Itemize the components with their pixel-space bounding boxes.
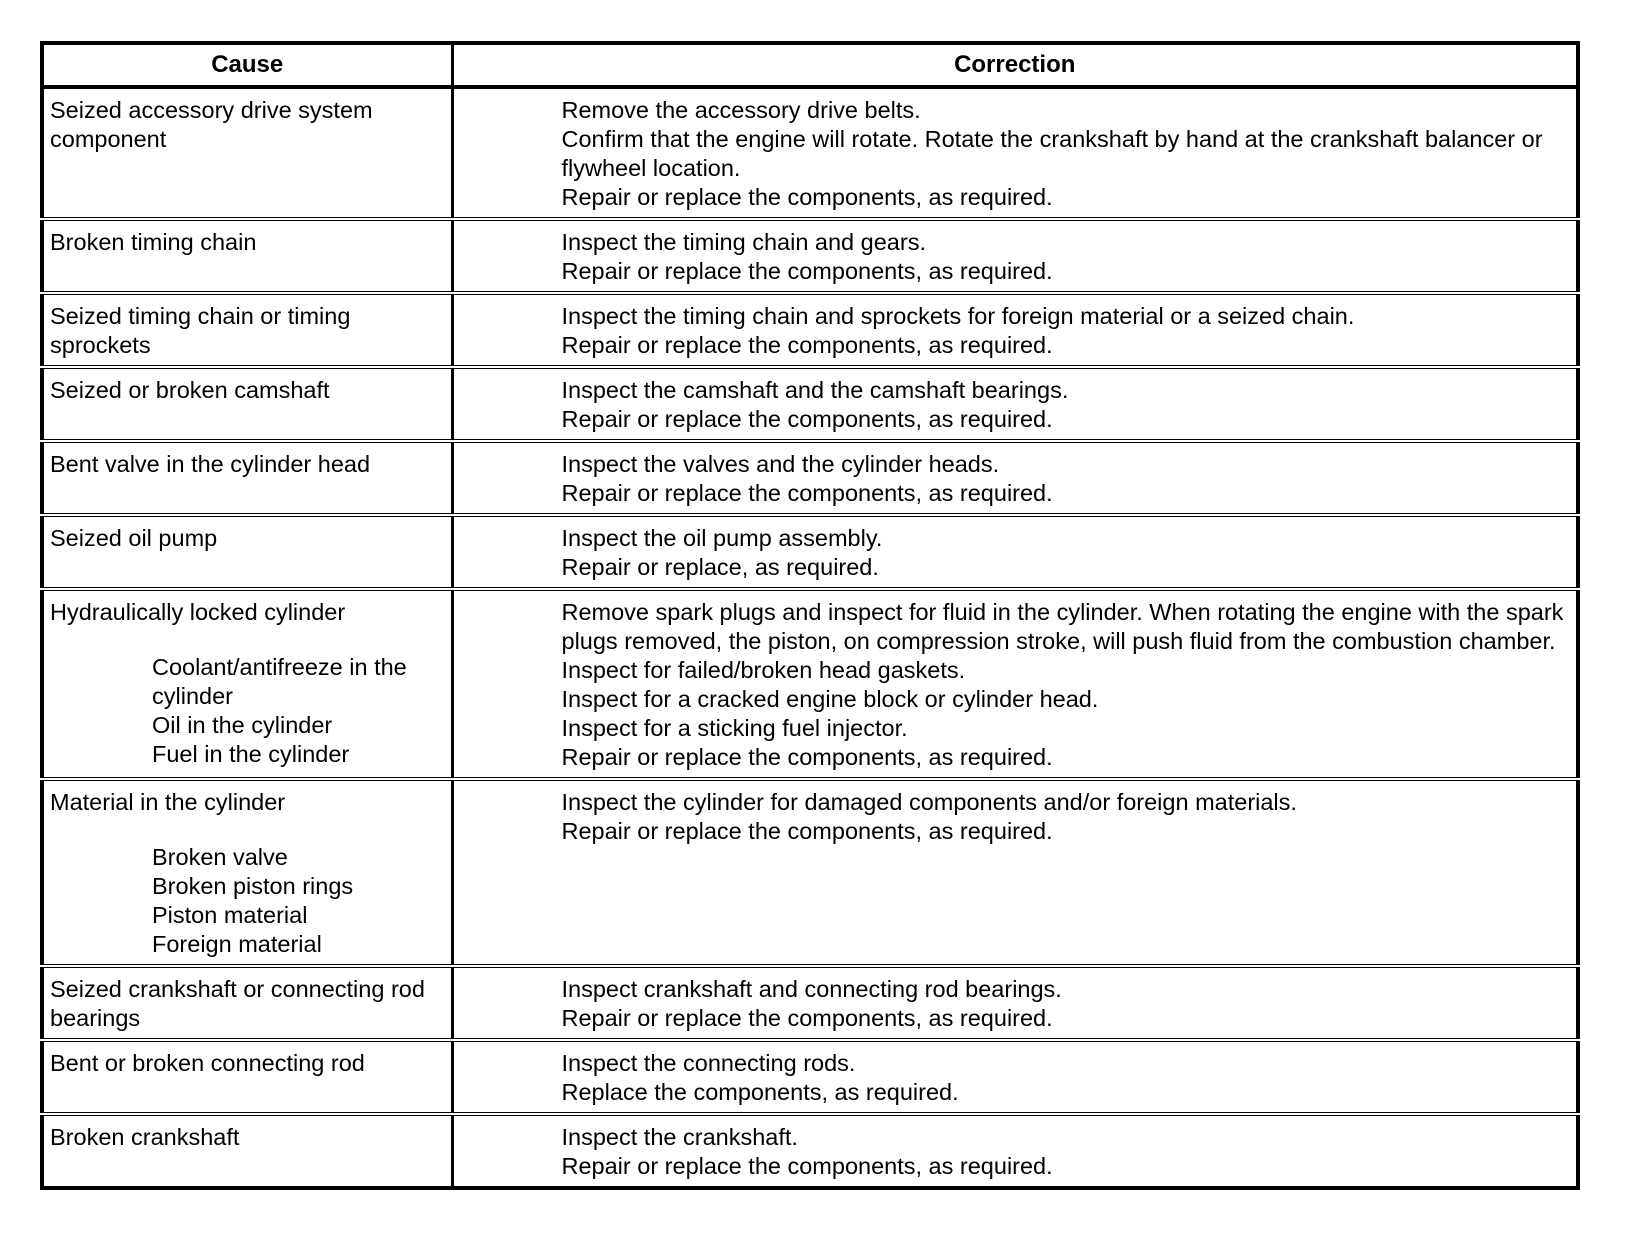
correction-line: Confirm that the engine will rotate. Rotate the crankshaft by hand at the crankshaft balancer or flywheel location. <box>561 126 1550 181</box>
table-row <box>42 87 1578 219</box>
correction-cell <box>452 367 1578 441</box>
table-header <box>42 43 1578 87</box>
correction-line: Inspect for a cracked engine block or cylinder head. <box>561 686 1099 712</box>
correction-line: Inspect the crankshaft. <box>561 1124 798 1150</box>
correction-line: Repair or replace the components, as required. <box>561 258 1053 284</box>
cause-text: Seized accessory drive system component <box>50 97 380 152</box>
cause-text: Seized oil pump <box>50 525 218 551</box>
correction-line: Replace the components, as required. <box>561 1079 959 1105</box>
correction-line: Inspect for a sticking fuel injector. <box>561 715 908 741</box>
correction-line: Inspect the timing chain and sprockets for foreign material or a seized chain. <box>561 303 1355 329</box>
correction-line: Repair or replace the components, as required. <box>561 818 1053 844</box>
cause-text: Bent valve in the cylinder head <box>50 451 371 477</box>
sub-cause-item: Fuel in the cylinder <box>152 741 350 767</box>
correction-cell <box>452 1114 1578 1188</box>
correction-line: Inspect the oil pump assembly. <box>561 525 883 551</box>
correction-cell <box>452 515 1578 589</box>
table-row <box>42 293 1578 367</box>
correction-line: Remove spark plugs and inspect for fluid in the cylinder. When rotating the engine with the spark plugs removed, the piston, on compression stroke, will push fluid from the combustion chamber. <box>561 599 1570 654</box>
table-row <box>42 779 1578 966</box>
correction-cell <box>452 1040 1578 1114</box>
sub-cause-item: Foreign material <box>152 931 322 957</box>
cause-cell <box>42 515 452 589</box>
diagnostic-table-container <box>40 41 1576 1190</box>
header-row <box>42 43 1578 87</box>
header-correction: Correction <box>452 43 1578 87</box>
cause-text: Broken crankshaft <box>50 1124 240 1150</box>
correction-line: Repair or replace the components, as required. <box>561 744 1053 770</box>
table-row <box>42 1114 1578 1188</box>
table-row <box>42 589 1578 779</box>
cause-text: Hydraulically locked cylinder <box>50 599 346 625</box>
cause-cell <box>42 1040 452 1114</box>
cause-text: Broken timing chain <box>50 229 257 255</box>
correction-cell <box>452 293 1578 367</box>
correction-cell <box>452 966 1578 1040</box>
correction-line: Repair or replace the components, as required. <box>561 1153 1053 1179</box>
correction-cell <box>452 441 1578 515</box>
correction-line: Inspect the timing chain and gears. <box>561 229 926 255</box>
table-row <box>42 1040 1578 1114</box>
diagnostic-table <box>40 41 1580 1190</box>
correction-line: Repair or replace, as required. <box>561 554 879 580</box>
correction-line: Inspect the cylinder for damaged components and/or foreign materials. <box>561 789 1297 815</box>
correction-line: Inspect for failed/broken head gaskets. <box>561 657 966 683</box>
cause-cell <box>42 589 452 779</box>
sub-cause-list <box>50 843 445 959</box>
cause-text: Seized timing chain or timing sprockets <box>50 303 357 358</box>
table-row <box>42 367 1578 441</box>
header-cause: Cause <box>42 43 452 87</box>
cause-text: Seized crankshaft or connecting rod bearings <box>50 976 432 1031</box>
correction-line: Inspect the connecting rods. <box>561 1050 856 1076</box>
sub-cause-item: Piston material <box>152 902 308 928</box>
table-row <box>42 219 1578 293</box>
correction-line: Repair or replace the components, as required. <box>561 406 1053 432</box>
sub-cause-item: Broken valve <box>152 844 288 870</box>
sub-cause-list <box>50 653 445 769</box>
cause-text: Material in the cylinder <box>50 789 286 815</box>
cause-cell <box>42 87 452 219</box>
cause-text: Bent or broken connecting rod <box>50 1050 365 1076</box>
cause-cell <box>42 966 452 1040</box>
correction-line: Repair or replace the components, as required. <box>561 332 1053 358</box>
cause-cell <box>42 441 452 515</box>
correction-line: Repair or replace the components, as required. <box>561 184 1053 210</box>
correction-line: Repair or replace the components, as required. <box>561 480 1053 506</box>
table-body <box>42 87 1578 1188</box>
correction-line: Remove the accessory drive belts. <box>561 97 921 123</box>
cause-text: Seized or broken camshaft <box>50 377 330 403</box>
sub-cause-item: Broken piston rings <box>152 873 354 899</box>
correction-line: Inspect the valves and the cylinder heads. <box>561 451 1000 477</box>
correction-cell <box>452 779 1578 966</box>
sub-cause-item: Coolant/antifreeze in the cylinder <box>152 654 414 709</box>
table-row <box>42 966 1578 1040</box>
correction-cell <box>452 219 1578 293</box>
table-row <box>42 441 1578 515</box>
correction-line: Inspect the camshaft and the camshaft bearings. <box>561 377 1069 403</box>
cause-cell <box>42 219 452 293</box>
table-row <box>42 515 1578 589</box>
cause-cell <box>42 779 452 966</box>
sub-cause-item: Oil in the cylinder <box>152 712 333 738</box>
correction-line: Inspect crankshaft and connecting rod bearings. <box>561 976 1062 1002</box>
cause-cell <box>42 293 452 367</box>
correction-cell <box>452 87 1578 219</box>
correction-cell <box>452 589 1578 779</box>
correction-line: Repair or replace the components, as required. <box>561 1005 1053 1031</box>
cause-cell <box>42 1114 452 1188</box>
cause-cell <box>42 367 452 441</box>
